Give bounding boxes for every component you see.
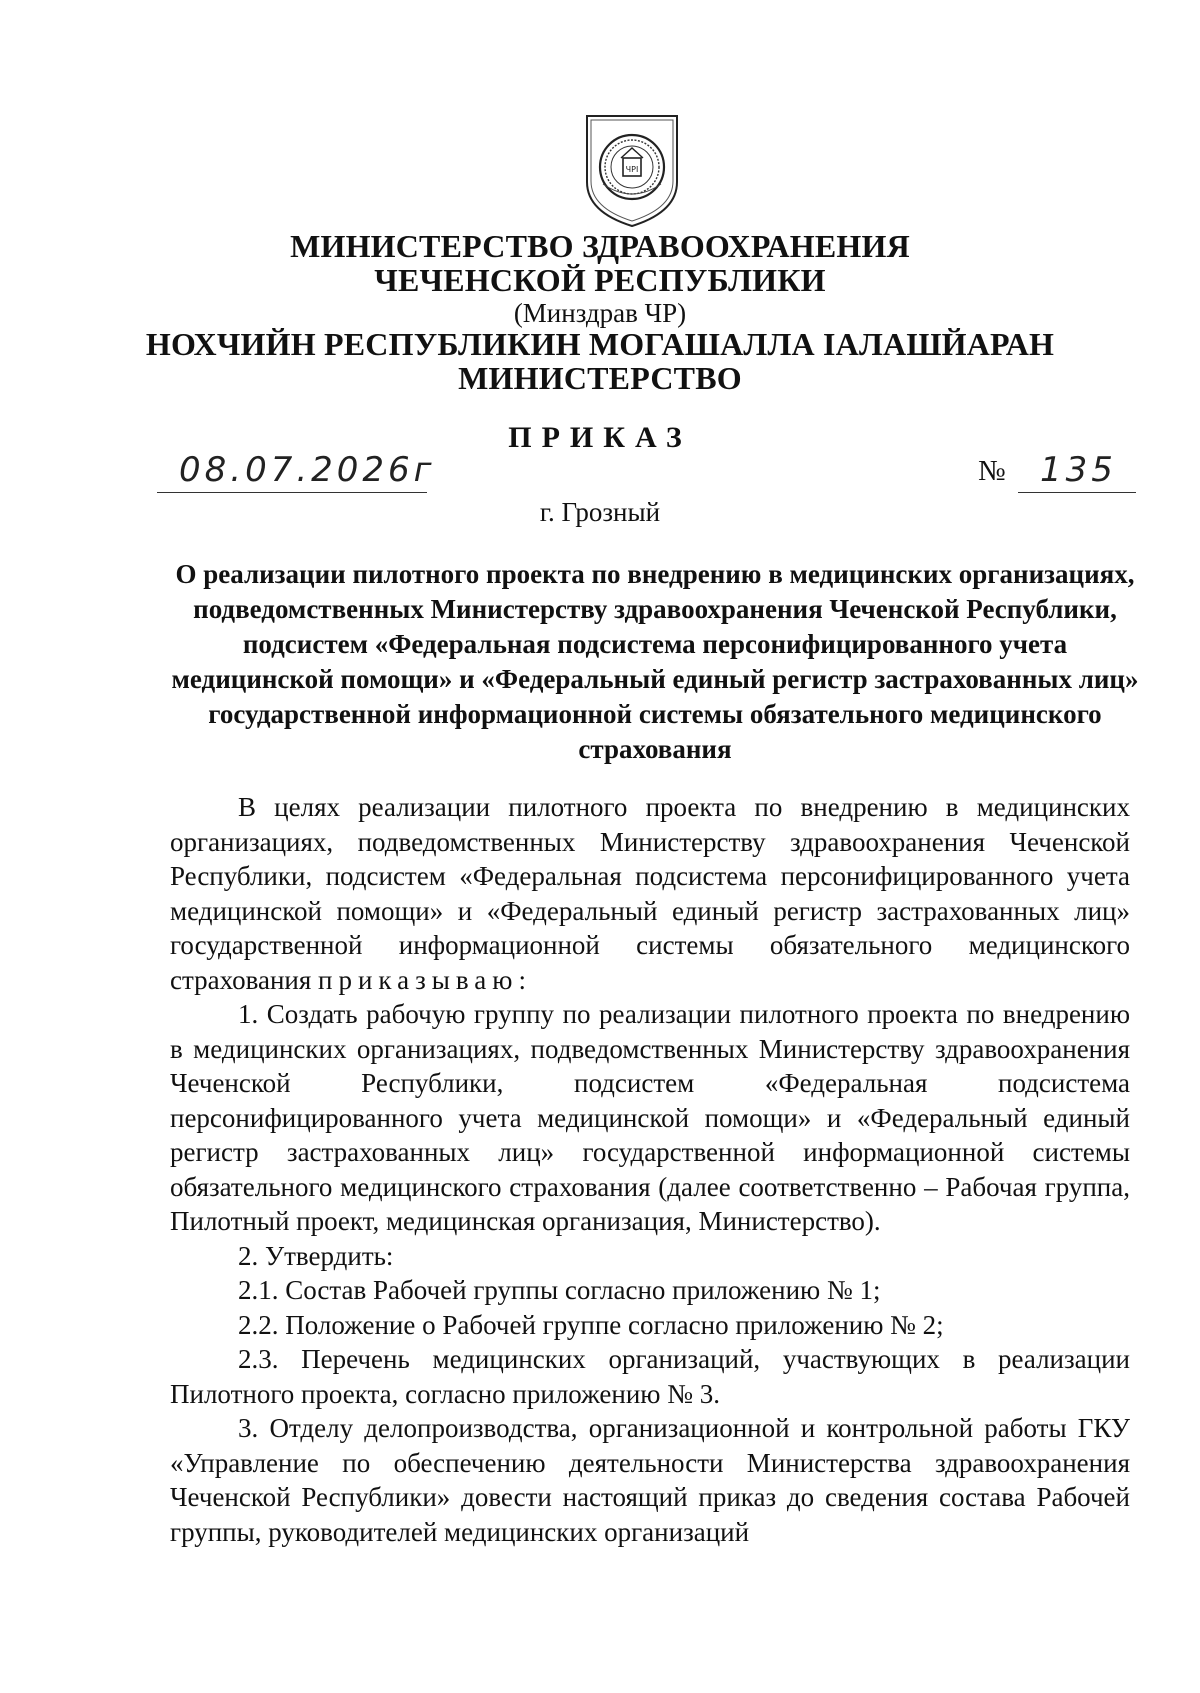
ministry-short-name: (Минздрав ЧР): [513, 298, 687, 328]
item-paragraph: 2.1. Состав Рабочей группы согласно приложению № 1;: [238, 1275, 881, 1305]
date-field: [157, 450, 436, 493]
item-paragraph: 1. Создать рабочую группу по реализации пилотного проекта по внедрению в медицинских организациях, подведомственных Министерству здравоохранения Чеченской Республики, подсистем «Федеральная подсистема персонифицированного учета медицинской помощи» и «Федеральный единый регистр застрахованных лиц» государственной информационной системы обязательного медицинского страхования (далее соответственно – Рабочая группа, Пилотный проект, медицинская организация, Министерство).: [170, 999, 1130, 1236]
ministry-name-chechen-line2: МИНИСТЕРСТВО: [458, 360, 742, 396]
order-title: О реализации пилотного проекта по внедрению в медицинских организациях, подведомственных Министерству здравоохранения Чеченской Республики, подсистем «Федеральная подсистема персонифицированного учета медицинской помощи» и «Федеральный единый регистр застрахованных лиц» государственной информационной системы обязательного медицинского страхования: [171, 559, 1139, 764]
preamble-paragraph: [170, 790, 1130, 997]
document-type-heading: ПРИКАЗ: [508, 421, 692, 454]
item-paragraph: 2.2. Положение о Рабочей группе согласно приложению № 2;: [238, 1309, 944, 1340]
ministry-name-line2: ЧЕЧЕНСКОЙ РЕСПУБЛИКИ: [374, 262, 826, 298]
handwritten-date: 08.07.2026г: [179, 450, 436, 490]
ministry-name-line1: МИНИСТЕРСТВО ЗДРАВООХРАНЕНИЯ: [290, 228, 910, 264]
coat-of-arms-icon: [581, 112, 683, 230]
order-word: приказываю:: [318, 964, 532, 995]
item-paragraph: 2. Утвердить:: [238, 1240, 394, 1271]
number-sign: №: [978, 455, 1006, 487]
number-field: [1018, 450, 1136, 493]
emblem-text: ЧРI: [625, 165, 639, 174]
item-paragraph: 2.3. Перечень медицинских организаций, участвующих в реализации Пилотного проекта, согласно приложению № 3.: [170, 1344, 1130, 1409]
item-paragraph: 3. Отделу делопроизводства, организационной и контрольной работы ГКУ «Управление по обеспечению деятельности Министерства здравоохранения Чеченской Республики» довести настоящий приказ до сведения состава Рабочей группы, руководителей медицинских организаций: [170, 1413, 1130, 1547]
preamble-text: В целях реализации пилотного проекта по внедрению в медицинских организациях, подведомственных Министерству здравоохранения Чеченской Республики, подсистем «Федеральная подсистема персонифицированного учета медицинской помощи» и «Федеральный единый регистр застрахованных лиц» государственной информационной системы обязательного медицинского страхования: [170, 792, 1130, 995]
order-body: [170, 790, 1130, 1549]
ministry-name-chechen-line1: НОХЧИЙН РЕСПУБЛИКИН МОГАШАЛЛА IАЛАШЙАРАН: [145, 326, 1055, 362]
handwritten-number: 135: [1040, 450, 1117, 490]
city-line: г. Грозный: [539, 497, 661, 527]
